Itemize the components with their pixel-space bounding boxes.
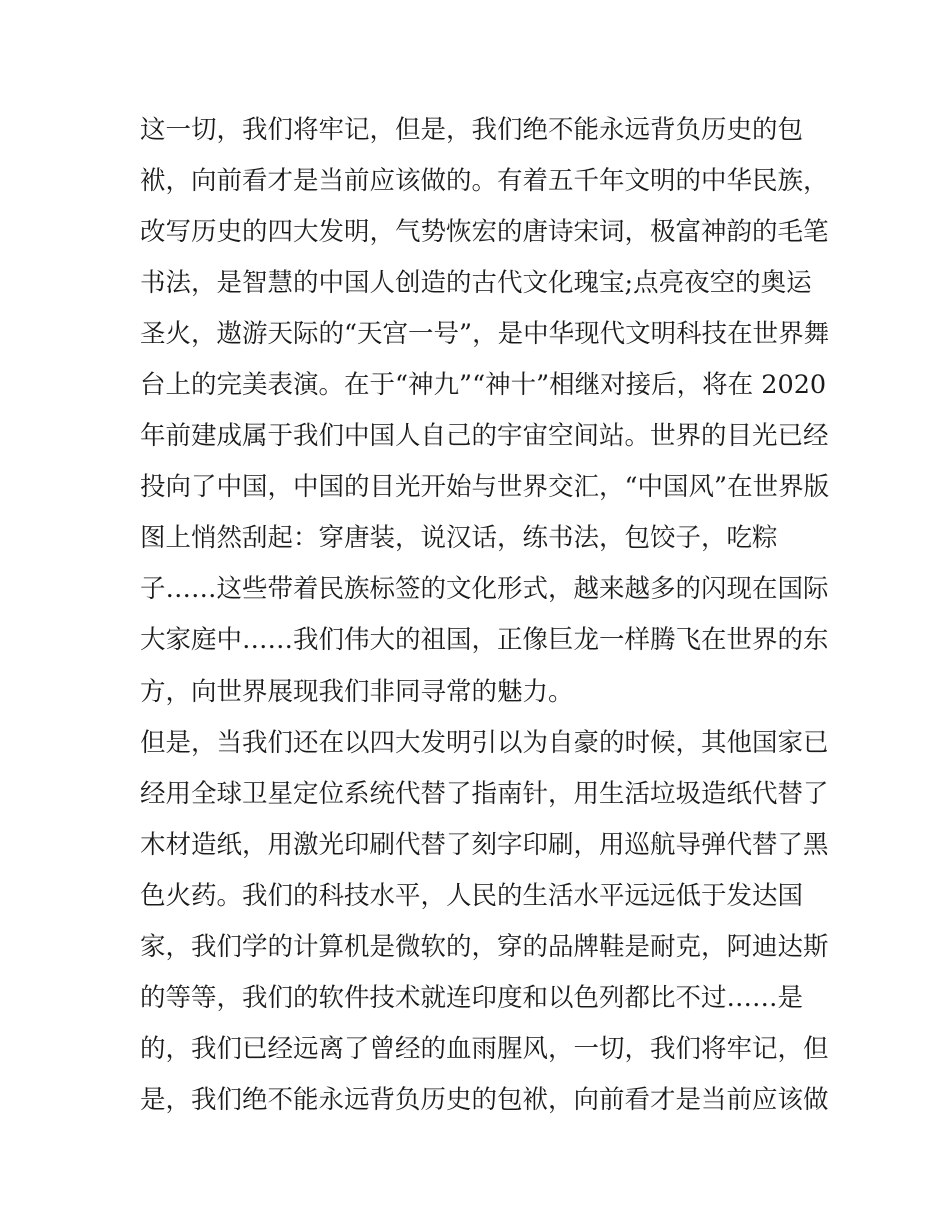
text-line: 色火药。我们的科技水平，人民的生活水平远远低于发达国: [140, 880, 804, 911]
text-line: 大家庭中……我们伟大的祖国，正像巨龙一样腾飞在世界的东: [140, 625, 829, 656]
text-line: 是，我们绝不能永远背负历史的包袱，向前看才是当前应该做: [140, 1084, 829, 1115]
text-line: 木材造纸，用激光印刷代替了刻字印刷，用巡航导弹代替了黑: [140, 829, 829, 860]
text-line: 改写历史的四大发明，气势恢宏的唐诗宋词，极富神韵的毛笔: [140, 217, 829, 248]
text-line: 圣火，遨游天际的“天宫一号”，是中华现代文明科技在世界舞: [140, 319, 830, 350]
text-line: 袱，向前看才是当前应该做的。有着五千年文明的中华民族，: [140, 166, 829, 197]
text-line: 经用全球卫星定位系统代替了指南针，用生活垃圾造纸代替了: [140, 778, 829, 809]
document-body: [140, 105, 840, 1126]
text-line: 方，向世界展现我们非同寻常的魅力。: [140, 676, 574, 707]
text-line: 的，我们已经远离了曾经的血雨腥风，一切，我们将牢记，但: [140, 1033, 829, 1064]
text-line: 书法，是智慧的中国人创造的古代文化瑰宝;点亮夜空的奥运: [140, 268, 812, 299]
text-line: 年前建成属于我们中国人自己的宇宙空间站。世界的目光已经: [140, 421, 829, 452]
text-line: 图上悄然刮起：穿唐装，说汉话，练书法，包饺子，吃粽: [140, 523, 778, 554]
text-line: 投向了中国，中国的目光开始与世界交汇，“中国风”在世界版: [140, 472, 830, 503]
text-line: 的等等，我们的软件技术就连印度和以色列都比不过……是: [140, 982, 804, 1013]
text-line: 但是，当我们还在以四大发明引以为自豪的时候，其他国家已: [140, 727, 829, 758]
text-line: 家，我们学的计算机是微软的，穿的品牌鞋是耐克，阿迪达斯: [140, 931, 829, 962]
text-line: 这一切，我们将牢记，但是，我们绝不能永远背负历史的包: [140, 115, 804, 145]
text-line: 台上的完美表演。在于“神九”“神十”相继对接后，将在 2020: [140, 370, 827, 401]
text-line: 子……这些带着民族标签的文化形式，越来越多的闪现在国际: [140, 574, 829, 605]
